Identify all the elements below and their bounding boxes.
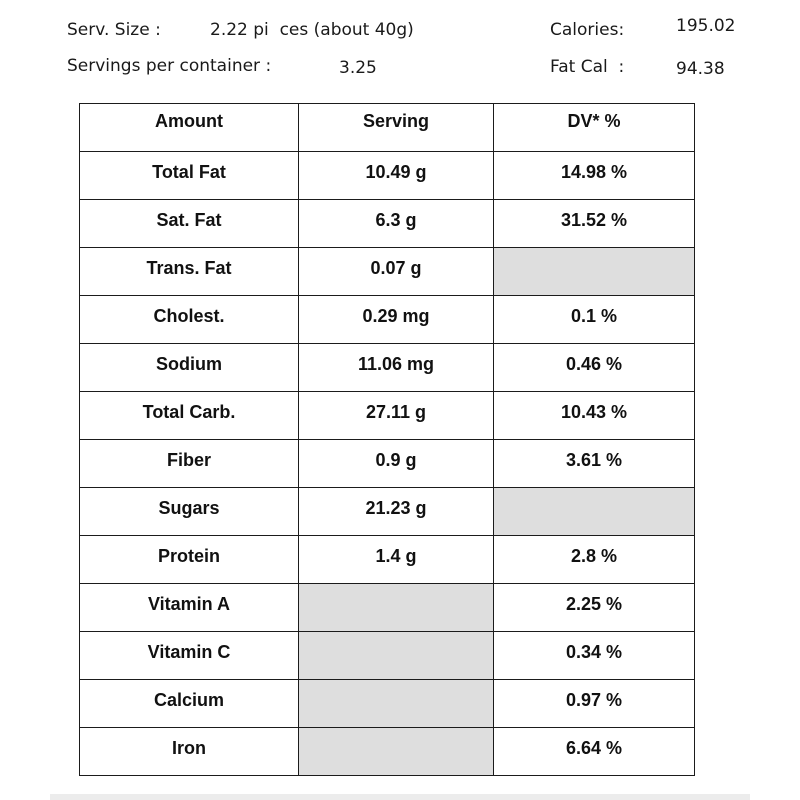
amount-cell: Total Fat — [80, 152, 299, 200]
fat-calories-value: 94.38 — [676, 59, 725, 79]
amount-cell: Sat. Fat — [80, 200, 299, 248]
serving-cell: 11.06 mg — [299, 344, 494, 392]
table-header-row — [80, 104, 695, 152]
serving-size-label: Serv. Size : — [67, 20, 161, 40]
table-row — [80, 200, 695, 248]
dv-cell: 3.61 % — [494, 440, 695, 488]
dv-cell: 14.98 % — [494, 152, 695, 200]
amount-cell: Sodium — [80, 344, 299, 392]
amount-cell: Vitamin C — [80, 632, 299, 680]
amount-cell: Protein — [80, 536, 299, 584]
nutrition-table-body — [80, 152, 695, 776]
empty-cell — [299, 584, 494, 632]
table-row — [80, 680, 695, 728]
serving-cell: 0.29 mg — [299, 296, 494, 344]
nutrition-table — [79, 103, 695, 776]
serving-cell: 1.4 g — [299, 536, 494, 584]
amount-cell: Calcium — [80, 680, 299, 728]
amount-cell: Trans. Fat — [80, 248, 299, 296]
calories-value: 195.02 — [676, 16, 736, 36]
servings-per-container-value: 3.25 — [339, 58, 377, 78]
page-bottom-edge — [50, 794, 750, 800]
table-row — [80, 584, 695, 632]
column-header-serving: Serving — [299, 104, 494, 152]
empty-cell — [299, 632, 494, 680]
serving-cell: 21.23 g — [299, 488, 494, 536]
table-row — [80, 248, 695, 296]
serving-cell: 0.07 g — [299, 248, 494, 296]
calories-label: Calories: — [550, 20, 625, 40]
dv-cell: 10.43 % — [494, 392, 695, 440]
dv-cell: 0.34 % — [494, 632, 695, 680]
amount-cell: Fiber — [80, 440, 299, 488]
dv-cell: 2.25 % — [494, 584, 695, 632]
table-row — [80, 296, 695, 344]
table-row — [80, 488, 695, 536]
column-header-amount: Amount — [80, 104, 299, 152]
amount-cell: Sugars — [80, 488, 299, 536]
serving-cell: 10.49 g — [299, 152, 494, 200]
dv-cell: 2.8 % — [494, 536, 695, 584]
dv-cell: 0.1 % — [494, 296, 695, 344]
serving-size-value: 2.22 pi ces (about 40g) — [210, 20, 414, 40]
serving-cell: 0.9 g — [299, 440, 494, 488]
empty-cell — [299, 680, 494, 728]
table-row — [80, 392, 695, 440]
servings-per-container-label: Servings per container : — [67, 56, 272, 76]
table-row — [80, 536, 695, 584]
amount-cell: Vitamin A — [80, 584, 299, 632]
dv-cell: 6.64 % — [494, 728, 695, 776]
dv-cell: 31.52 % — [494, 200, 695, 248]
table-row — [80, 632, 695, 680]
empty-cell — [494, 248, 695, 296]
amount-cell: Iron — [80, 728, 299, 776]
dv-cell: 0.97 % — [494, 680, 695, 728]
serving-cell: 27.11 g — [299, 392, 494, 440]
table-row — [80, 344, 695, 392]
column-header-dv: DV* % — [494, 104, 695, 152]
amount-cell: Total Carb. — [80, 392, 299, 440]
dv-cell: 0.46 % — [494, 344, 695, 392]
amount-cell: Cholest. — [80, 296, 299, 344]
table-row — [80, 440, 695, 488]
fat-calories-label: Fat Cal : — [550, 57, 625, 77]
table-row — [80, 152, 695, 200]
table-row — [80, 728, 695, 776]
serving-cell: 6.3 g — [299, 200, 494, 248]
empty-cell — [494, 488, 695, 536]
empty-cell — [299, 728, 494, 776]
